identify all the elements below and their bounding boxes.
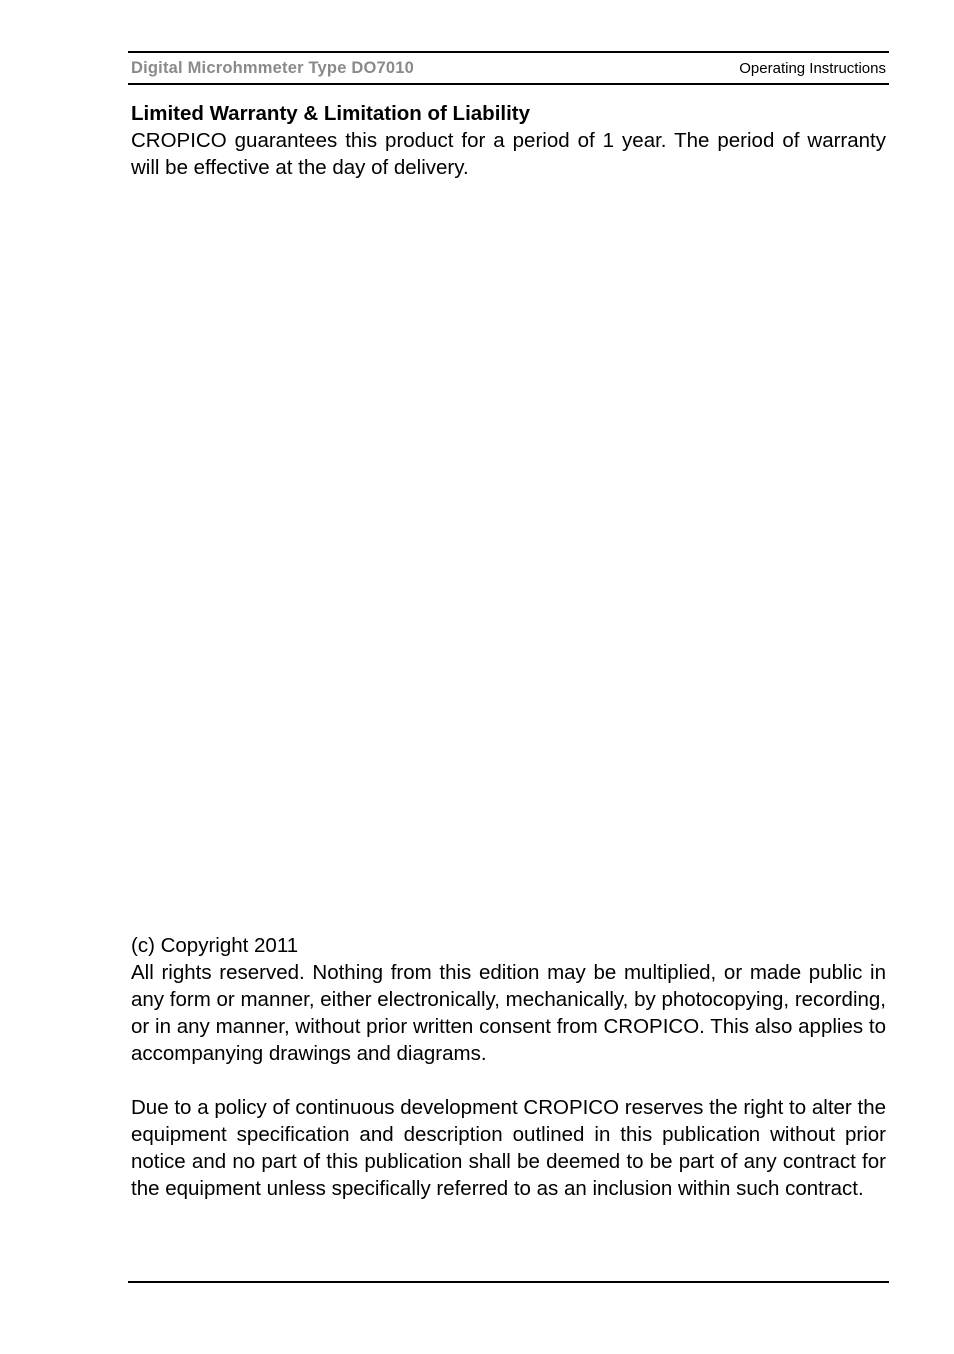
page-header	[131, 56, 886, 80]
document-type: Operating Instructions	[739, 59, 886, 77]
footer-rule	[128, 1281, 889, 1283]
copyright-heading: (c) Copyright 2011	[131, 934, 299, 957]
paragraph-gap	[131, 1067, 886, 1094]
copyright-section	[131, 932, 886, 1202]
development-policy-text: Due to a policy of continuous development CROPICO reserves the right to alter the equipment specification and description outlined in this publication without prior notice and no part of this publication shall be deemed to be part of any contract for the equipment unless specifically referred to as an inclusion within such contract.	[131, 1096, 886, 1200]
document-title: Digital Microhmmeter Type DO7010	[131, 58, 415, 77]
warranty-heading: Limited Warranty & Limitation of Liability	[131, 102, 531, 125]
rights-reserved-text: All rights reserved. Nothing from this edition may be multiplied, or made public in any form or manner, either electronically, mechanically, by photocopying, recording, or in any manner, without prior written consent from CROPICO. This also applies to accompanying drawings and diagrams.	[131, 961, 886, 1065]
warranty-section	[131, 100, 886, 181]
warranty-text: CROPICO guarantees this product for a period of 1 year. The period of warranty will be effective at the day of delivery.	[131, 129, 886, 179]
header-bottom-rule	[128, 83, 889, 85]
header-top-rule	[128, 51, 889, 53]
